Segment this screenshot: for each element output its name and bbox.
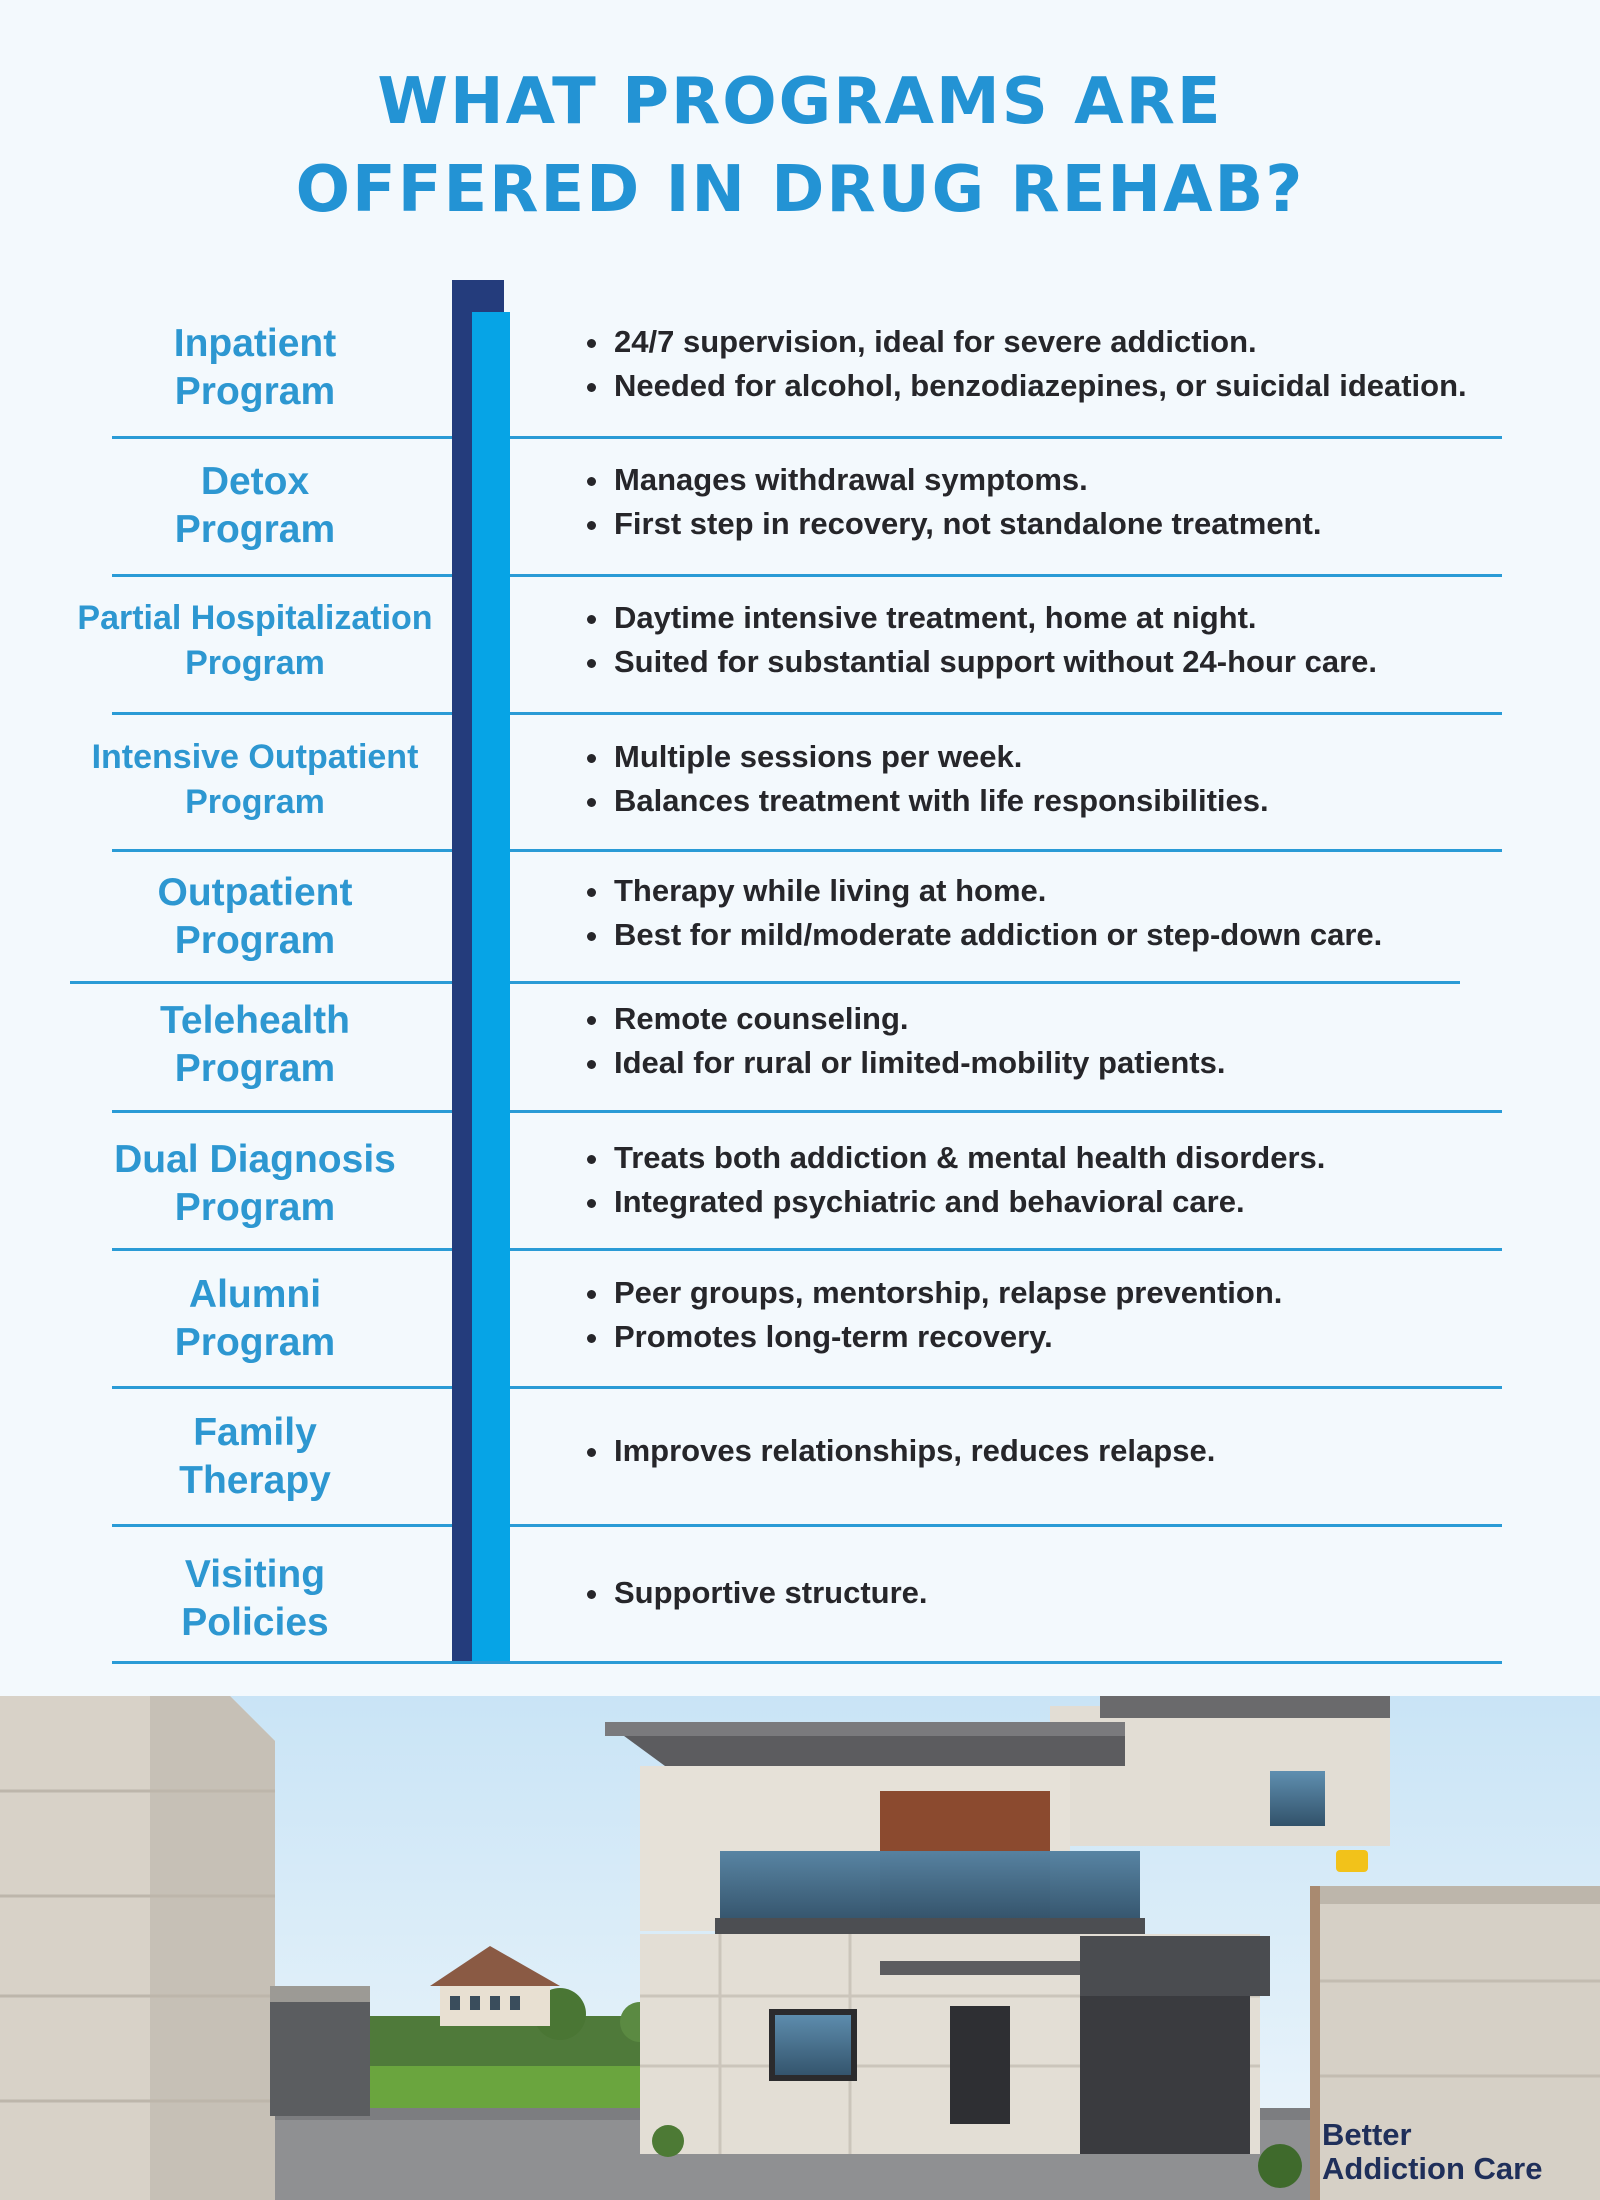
program-label-line2: Program: [174, 1186, 336, 1229]
bullet-item: First step in recovery, not standalone treatment.: [585, 502, 1321, 546]
program-label: [60, 1271, 450, 1367]
bullet-item: 24/7 supervision, ideal for severe addiction.: [585, 320, 1467, 364]
program-label-line2: Program: [174, 508, 336, 551]
program-label: [60, 1409, 450, 1505]
program-label-line1: Partial Hospitalization: [77, 599, 433, 637]
divider: [70, 981, 452, 984]
bullet-item: Manages withdrawal symptoms.: [585, 458, 1321, 502]
divider: [112, 574, 452, 577]
divider: [510, 574, 1502, 577]
divider: [112, 712, 452, 715]
bullet-item: Peer groups, mentorship, relapse prevention.: [585, 1271, 1282, 1315]
divider: [112, 436, 452, 439]
program-label-line2: Program: [174, 370, 336, 413]
program-label-line1: Dual Diagnosis: [114, 1138, 396, 1181]
divider: [112, 1524, 452, 1527]
divider: [510, 1248, 1502, 1251]
divider: [112, 1248, 452, 1251]
program-label-line1: Intensive Outpatient: [91, 738, 419, 776]
program-label: [60, 735, 450, 825]
program-bullets: [585, 997, 1225, 1085]
divider: [510, 712, 1502, 715]
divider: [112, 1386, 452, 1389]
bullet-item: Remote counseling.: [585, 997, 1225, 1041]
divider: [510, 436, 1502, 439]
program-bullets: [585, 869, 1382, 957]
bullet-item: Multiple sessions per week.: [585, 735, 1269, 779]
program-label: [60, 869, 450, 965]
timeline-bar-light: [472, 312, 510, 1662]
program-bullets: [585, 1271, 1282, 1359]
program-label: [60, 997, 450, 1093]
program-label-line1: Family: [193, 1411, 317, 1454]
program-bullets: [585, 596, 1377, 684]
divider: [112, 1110, 452, 1113]
program-bullets: [585, 1429, 1215, 1473]
bullet-item: Integrated psychiatric and behavioral care.: [585, 1180, 1325, 1224]
program-label: [60, 320, 450, 416]
program-label-line2: Program: [174, 919, 336, 962]
divider: [112, 1661, 1502, 1664]
page-title-line2: OFFERED IN DRUG REHAB?: [295, 153, 1305, 227]
program-label-line1: Visiting: [184, 1553, 326, 1596]
divider: [112, 849, 452, 852]
program-label-line2: Program: [185, 644, 325, 682]
program-label: [60, 596, 450, 686]
brand-line2: Addiction Care: [1322, 2151, 1543, 2186]
program-label-line2: Program: [185, 783, 325, 821]
bullet-item: Supportive structure.: [585, 1571, 928, 1615]
bullet-item: Best for mild/moderate addiction or step-down care.: [585, 913, 1382, 957]
program-label: [60, 458, 450, 554]
divider: [510, 1110, 1502, 1113]
program-label-line1: Alumni: [188, 1273, 322, 1316]
bullet-item: Improves relationships, reduces relapse.: [585, 1429, 1215, 1473]
program-label-line2: Therapy: [179, 1459, 331, 1502]
divider: [510, 1524, 1502, 1527]
program-label-line2: Policies: [181, 1601, 329, 1644]
bullet-item: Balances treatment with life responsibilities.: [585, 779, 1269, 823]
program-label-line2: Program: [174, 1321, 336, 1364]
program-label: [60, 1136, 450, 1232]
program-label-line1: Outpatient: [157, 871, 353, 914]
bullet-item: Therapy while living at home.: [585, 869, 1382, 913]
divider: [510, 981, 1460, 984]
program-label-line1: Inpatient: [173, 322, 337, 365]
bullet-item: Needed for alcohol, benzodiazepines, or suicidal ideation.: [585, 364, 1467, 408]
page-title: [0, 58, 1600, 234]
page-title-line1: WHAT PROGRAMS ARE: [377, 65, 1223, 139]
bullet-item: Promotes long-term recovery.: [585, 1315, 1282, 1359]
bullet-item: Treats both addiction & mental health disorders.: [585, 1136, 1325, 1180]
bullet-item: Ideal for rural or limited-mobility patients.: [585, 1041, 1225, 1085]
program-label-line1: Telehealth: [160, 999, 350, 1042]
program-bullets: [585, 1571, 928, 1615]
program-bullets: [585, 1136, 1325, 1224]
bullet-item: Suited for substantial support without 24-hour care.: [585, 640, 1377, 684]
bullet-item: Daytime intensive treatment, home at night.: [585, 596, 1377, 640]
program-bullets: [585, 320, 1467, 408]
divider: [510, 1386, 1502, 1389]
brand-line1: Better: [1322, 2117, 1412, 2152]
program-label: [60, 1551, 450, 1647]
divider: [510, 849, 1502, 852]
program-bullets: [585, 458, 1321, 546]
program-label-line2: Program: [174, 1047, 336, 1090]
brand-logo: [1322, 2118, 1542, 2186]
program-label-line1: Detox: [200, 460, 310, 503]
program-bullets: [585, 735, 1269, 823]
